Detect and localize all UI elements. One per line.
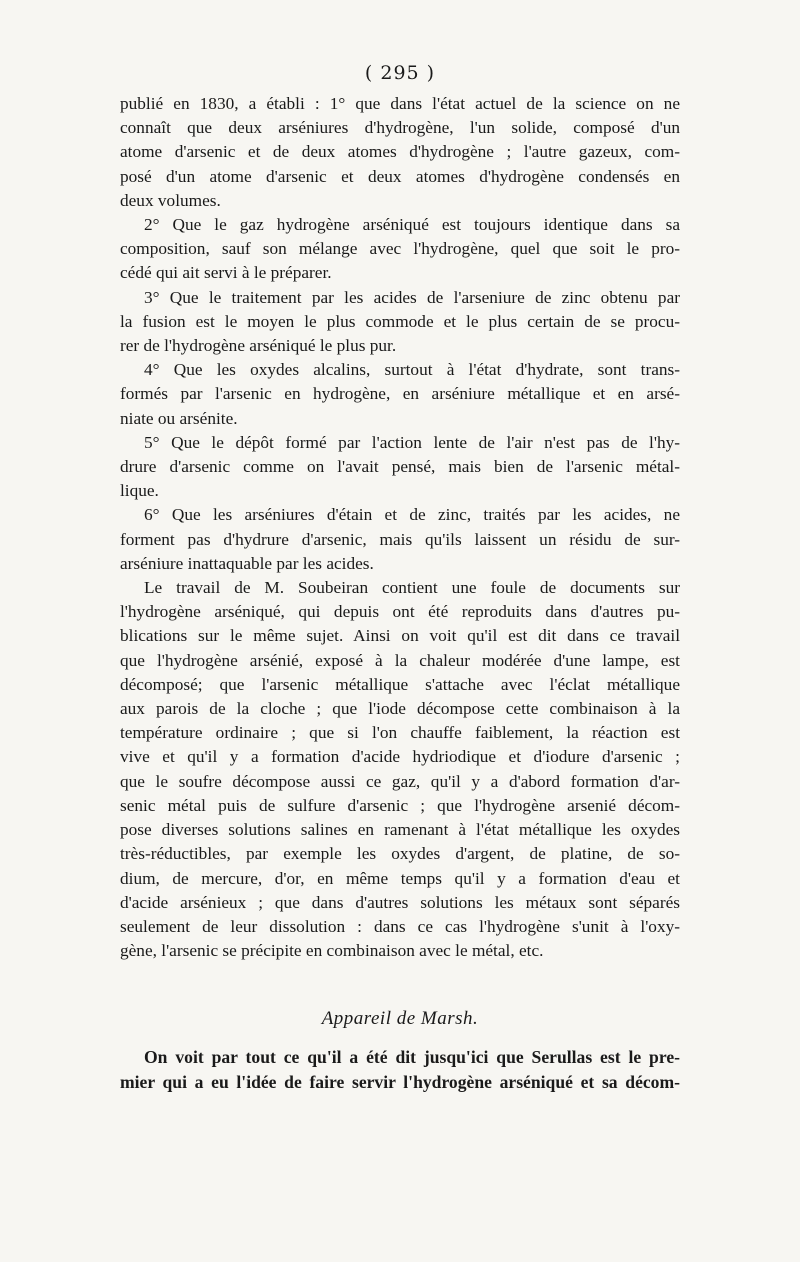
text-line: 6° Que les arséniures d'étain et de zinc, traités par les acides, ne — [144, 505, 680, 525]
text-line: atome d'arsenic et de deux atomes d'hydrogène ; l'autre gazeux, com- — [120, 142, 680, 162]
text-line: composition, sauf son mélange avec l'hydrogène, quel que soit le pro- — [120, 239, 680, 259]
text-line: drure d'arsenic comme on l'avait pensé, mais bien de l'arsenic métal- — [120, 457, 680, 477]
paragraph — [120, 576, 680, 963]
text-line: senic métal puis de sulfure d'arsenic ; que l'hydrogène arsenié décom- — [120, 795, 680, 815]
text-line: 5° Que le dépôt formé par l'action lente de l'air n'est pas de l'hy- — [144, 432, 680, 452]
paragraph — [120, 503, 680, 576]
page-number: ( 295 ) — [364, 62, 436, 84]
text-line: l'hydrogène arséniqué, qui depuis ont été reproduits dans d'autres pu- — [120, 602, 680, 622]
text-line: seulement de leur dissolution : dans ce cas l'hydrogène s'unit à l'oxy- — [120, 916, 680, 936]
final-paragraph — [120, 1045, 680, 1094]
paragraph — [120, 431, 680, 504]
paragraph — [120, 358, 680, 431]
text-line: décomposé; que l'arsenic métallique s'attache avec l'éclat métallique — [120, 674, 680, 694]
paragraph — [120, 92, 680, 213]
text-line: cédé qui ait servi à le préparer. — [120, 263, 332, 283]
section-heading: Appareil de Marsh. — [321, 1008, 479, 1029]
text-line: blications sur le même sujet. Ainsi on voit qu'il est dit dans ce travail — [120, 626, 680, 646]
text-line: la fusion est le moyen le plus commode et le plus certain de se procu- — [120, 311, 680, 331]
text-line: formés par l'arsenic en hydrogène, en arséniure métallique et en arsé- — [120, 384, 680, 404]
text-line: très-réductibles, par exemple les oxydes d'argent, de platine, de so- — [120, 844, 680, 864]
text-line: aux parois de la cloche ; que l'iode décompose cette combinaison à la — [120, 699, 680, 719]
text-line: 2° Que le gaz hydrogène arséniqué est toujours identique dans sa — [144, 215, 680, 235]
paragraph — [120, 286, 680, 359]
text-line: arséniure inattaquable par les acides. — [120, 553, 374, 573]
text-line: 4° Que les oxydes alcalins, surtout à l'état d'hydrate, sont trans- — [144, 360, 680, 380]
text-line: rer de l'hydrogène arséniqué le plus pur. — [120, 336, 397, 356]
text-line: que l'hydrogène arsénié, exposé à la chaleur modérée d'une lampe, est — [120, 650, 680, 670]
text-line: niate ou arsénite. — [120, 408, 238, 428]
text-line: lique. — [120, 481, 159, 501]
text-line: connaît que deux arséniures d'hydrogène, l'un solide, composé d'un — [120, 118, 680, 138]
body-text — [120, 92, 680, 963]
text-line: forment pas d'hydrure d'arsenic, mais qu'ils laissent un résidu de sur- — [120, 529, 680, 549]
text-line: dium, de mercure, d'or, en même temps qu'il y a formation d'eau et — [120, 868, 680, 888]
text-line: d'acide arsénieux ; que dans d'autres solutions les métaux sont séparés — [120, 892, 680, 912]
paragraph — [120, 213, 680, 286]
text-line: 3° Que le traitement par les acides de l'arseniure de zinc obtenu par — [144, 287, 680, 307]
text-line: mier qui a eu l'idée de faire servir l'hydrogène arséniqué et sa décom- — [120, 1071, 680, 1092]
text-line: Le travail de M. Soubeiran contient une foule de documents sur — [144, 578, 680, 598]
text-line: gène, l'arsenic se précipite en combinaison avec le métal, etc. — [120, 941, 544, 961]
text-line: On voit par tout ce qu'il a été dit jusqu'ici que Serullas est le pre- — [144, 1047, 680, 1067]
text-line: température ordinaire ; que si l'on chauffe faiblement, la réaction est — [120, 723, 680, 743]
text-line: posé d'un atome d'arsenic et deux atomes d'hydrogène condensés en — [120, 166, 680, 186]
text-line: pose diverses solutions salines en ramenant à l'état métallique les oxydes — [120, 820, 680, 840]
text-line: publié en 1830, a établi : 1° que dans l'état actuel de la science on ne — [120, 94, 680, 113]
text-line: que le soufre décompose aussi ce gaz, qu'il y a d'abord formation d'ar- — [120, 771, 680, 791]
text-line: deux volumes. — [120, 190, 221, 210]
text-line: vive et qu'il y a formation d'acide hydriodique et d'iodure d'arsenic ; — [120, 747, 680, 767]
